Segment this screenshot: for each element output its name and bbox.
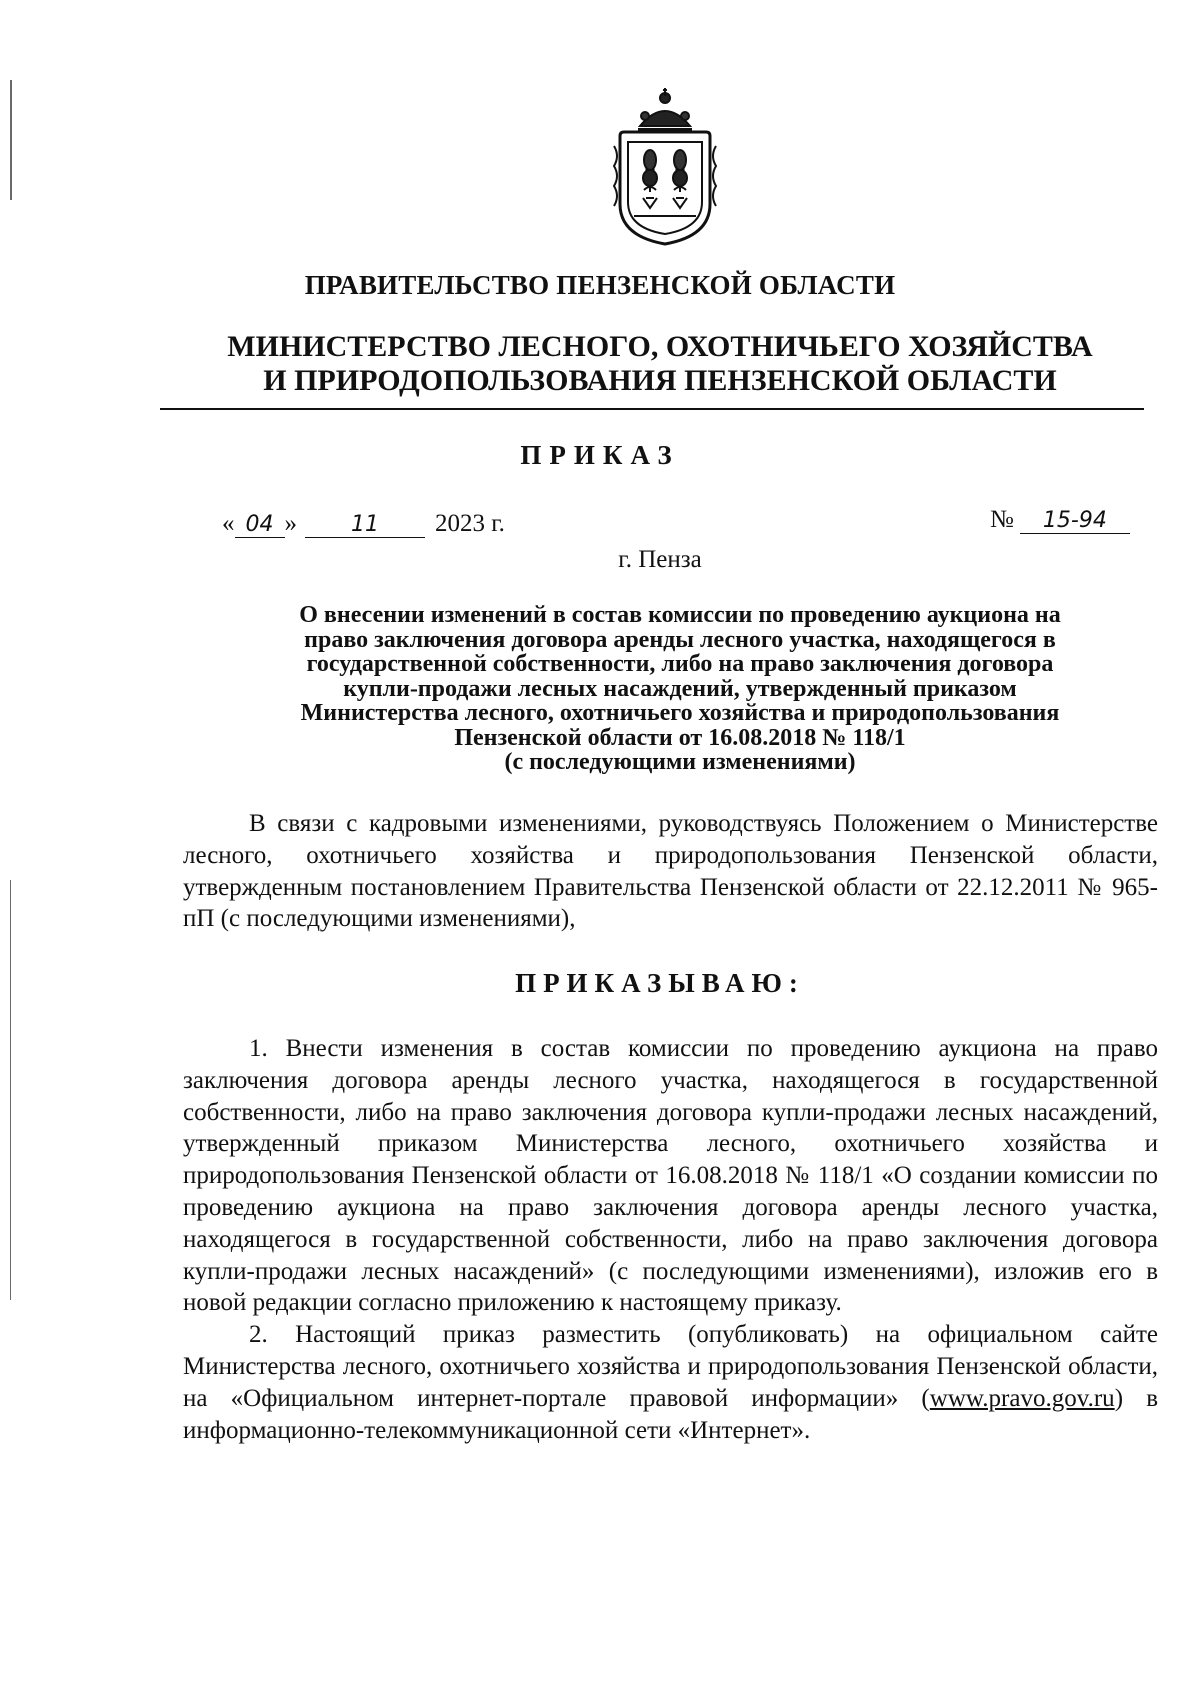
order-items [183, 1033, 1158, 1446]
date-year: 2023 г. [435, 510, 505, 537]
penza-coat-of-arms-icon [610, 86, 720, 248]
ministry-title-line: И ПРИРОДОПОЛЬЗОВАНИЯ ПЕНЗЕНСКОЙ ОБЛАСТИ [263, 364, 1057, 397]
document-type: ПРИКАЗ [520, 440, 680, 470]
preamble [183, 808, 1158, 935]
title-line: купли-продажи лесных насаждений, утвержденный приказом [343, 675, 1017, 702]
ministry-title [180, 330, 1140, 398]
title-line: государственной собственности, либо на право заключения договора [306, 651, 1054, 677]
order-item-1: 1. Внести изменения в состав комиссии по проведению аукциона на право заключения договора аренды лесного участка, находящегося в государственной собственности, либо на право заключения договора купли-продажи лесных насаждений, утвержденный приказом Министерства лесного, охотничьего хозяйства и природопользования Пензенской области от 16.08.2018 № 118/1 «О создании комиссии по проведению аукциона на право заключения договора аренды лесного участка, находящегося в государственной собственности, либо на право заключения договора купли-продажи лесных насаждений» (с последующими изменениями), изложив его в новой редакции согласно приложению к настоящему приказу. [183, 1035, 1158, 1317]
government-title: ПРАВИТЕЛЬСТВО ПЕНЗЕНСКОЙ ОБЛАСТИ [304, 270, 896, 300]
title-line: Министерства лесного, охотничьего хозяйства и природопользования [300, 700, 1060, 726]
title-line: Пензенской области от 16.08.2018 № 118/1 [454, 724, 906, 751]
date-month: 11 [305, 513, 425, 538]
date-close-quote: » [284, 510, 297, 537]
title-line: (с последующими изменениями) [504, 749, 856, 775]
scan-margin-mark [10, 80, 12, 200]
title-line: О внесении изменений в состав комиссии по проведению аукциона на [299, 602, 1061, 628]
order-item-2-text-end: ) в информационно-телекоммуникационной сети «Интернет». [183, 1384, 1158, 1444]
date-day: 04 [235, 513, 285, 538]
number-value: 15-94 [1020, 509, 1130, 534]
order-item-2 [183, 1319, 1158, 1446]
document-date [222, 510, 505, 538]
scan-margin-mark [10, 880, 11, 1300]
preamble-paragraph: В связи с кадровыми изменениями, руководствуясь Положением о Министерстве лесного, охотничьего хозяйства и природопользования Пензенской области, утвержденным постановлением Правительства Пензенской области от 22.12.2011 № 965-пП (с последующими изменениями), [183, 810, 1158, 933]
ministry-title-line: МИНИСТЕРСТВО ЛЕСНОГО, ОХОТНИЧЬЕГО ХОЗЯЙСТВА [227, 330, 1093, 363]
document-number [990, 506, 1130, 534]
document-title [200, 603, 1160, 775]
order-heading: ПРИКАЗЫВАЮ: [515, 968, 805, 998]
date-open-quote: « [222, 510, 235, 537]
number-prefix: № [990, 506, 1014, 533]
order-item-2-text: 2. Настоящий приказ разместить (опубликовать) на официальном сайте Министерства лесного, охотничьего хозяйства и природопользования Пензенской области, на «Официальном интернет-портале правовой информации» ( [183, 1321, 1158, 1412]
title-line: право заключения договора аренды лесного участка, находящегося в [304, 626, 1056, 653]
header-divider [160, 408, 1144, 410]
pravo-gov-link[interactable]: www.pravo.gov.ru [929, 1384, 1115, 1412]
document-city: г. Пенза [618, 546, 702, 573]
